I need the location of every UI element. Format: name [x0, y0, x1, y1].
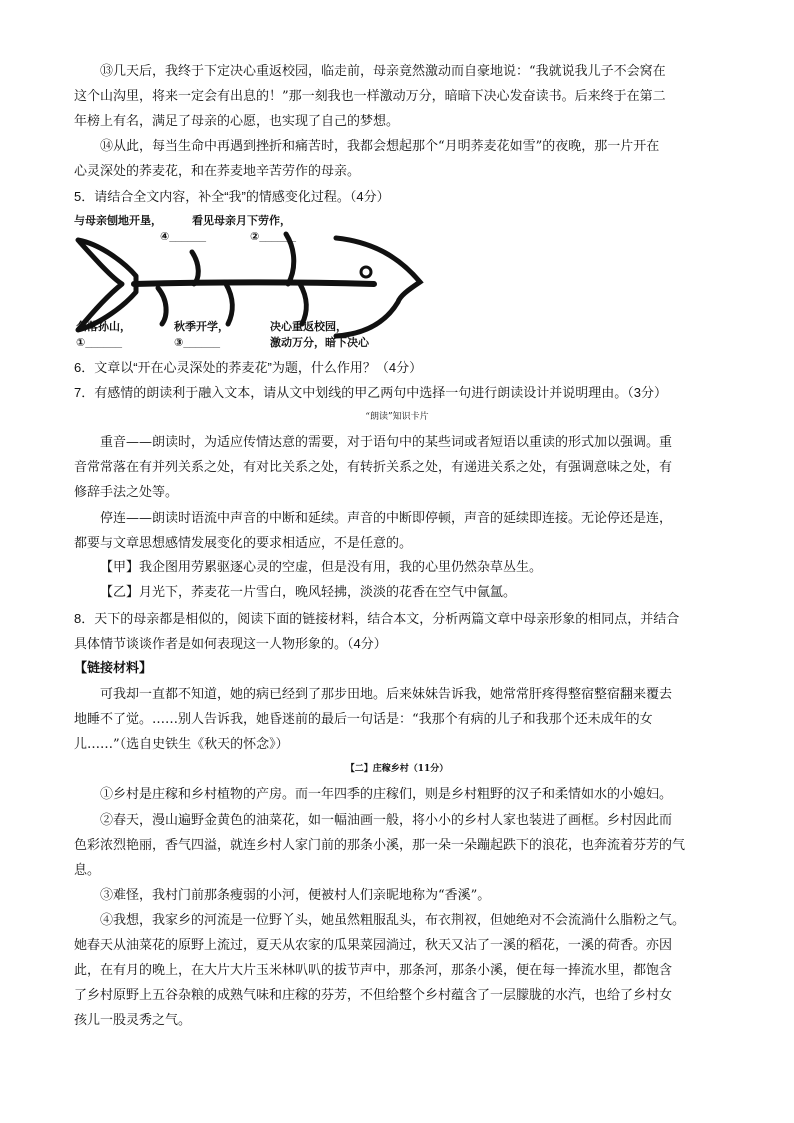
section-2-paragraph-1: ①乡村是庄稼和乡村植物的产房。而一年四季的庄稼们，则是乡村粗野的汉子和柔情如水的小媳妇。	[100, 787, 673, 802]
link-material-line-2: 地睡不了觉。……别人告诉我，她昏迷前的最后一句话是：“我那个有病的儿子和我那个还未成年的女	[74, 712, 653, 727]
fish-bone-top-1	[192, 252, 198, 284]
section-2-title: 【二】庄稼乡村（11分）	[345, 764, 449, 774]
card-stress-line-2: 音常常落在有并列关系之处，有对比关系之处，有转折关系之处，有递进关系之处，有强调意味之处，有	[74, 460, 673, 475]
card-stress-line-3: 修辞手法之处等。	[74, 485, 179, 500]
fish-bone-bottom-2	[226, 284, 232, 324]
section-2-paragraph-4-line-2: 她春天从油菜花的原野上流过，夏天从农家的瓜果菜园淌过，秋天又沾了一溪的稻花，一溪的荷香。亦因	[74, 938, 673, 953]
question-7: 7．有感情的朗读利于融入文本，请从文中划线的甲乙两句中选择一句进行朗读设计并说明理由。（3分）	[74, 385, 667, 400]
section-2-paragraph-2-line-2: 色彩浓烈艳丽，香气四溢，就连乡村人家门前的那条小溪，那一朵一朵蹦起跌下的浪花，也奔流着芬芳的气	[74, 838, 686, 853]
section-2-paragraph-4-line-1: ④我想，我家乡的河流是一位野丫头，她虽然粗服乱头，布衣荆衩，但她绝对不会流淌什么脂粉之气。	[100, 913, 686, 928]
paragraph-13-line-2: 这个山沟里，将来一定会有出息的！”那一刻我也一样激动万分，暗暗下决心发奋读书。后来终于在第二	[74, 89, 666, 104]
fishbone-top-2-label: 看见母亲月下劳作，	[192, 215, 291, 227]
fishbone-blank-4: ②______	[250, 231, 297, 243]
section-2-paragraph-4-line-4: 了乡村原野上五谷杂粮的成熟气味和庄稼的芬芳，不但给整个乡村蕴含了一层朦胧的水汽，也给了乡村女	[74, 988, 673, 1003]
question-6: 6．文章以“开在心灵深处的荞麦花”为题，什么作用？（4分）	[74, 360, 423, 375]
fishbone-blank-3: ③______	[174, 337, 221, 349]
fishbone-bottom-2-label: 秋季开学，	[174, 321, 229, 333]
fish-eye	[361, 267, 371, 277]
fishbone-bottom-1-label: 名落孙山，	[76, 321, 131, 333]
paragraph-14-line-2: 心灵深处的荞麦花，和在荞麦地辛苦劳作的母亲。	[74, 164, 361, 179]
fishbone-blank-2: ④______	[160, 231, 207, 243]
section-2-paragraph-3: ③难怪，我村门前那条瘦弱的小河，便被村人们亲昵地称为“香溪”。	[100, 888, 491, 903]
question-8-line-2: 具体情节谈谈作者是如何表现这一人物形象的。（4分）	[74, 636, 387, 651]
link-material-heading: 【链接材料】	[74, 661, 153, 676]
link-material-line-3: 儿……”（选自史铁生《秋天的怀念》）	[74, 737, 289, 752]
fish-spine	[134, 283, 374, 285]
section-2-paragraph-4-line-5: 孩儿一股灵秀之气。	[74, 1013, 192, 1028]
card-pause-line-1: 停连——朗读时语流中声音的中断和延续。声音的中断即停顿，声音的延续即连接。无论停还是连，	[100, 511, 673, 526]
fishbone-top-1-label: 与母亲刨地开垦，	[74, 215, 162, 227]
fish-head	[336, 238, 420, 336]
section-2-paragraph-2-line-1: ②春天，漫山遍野金黄色的油菜花，如一幅油画一般，将小小的乡村人家也装进了画框。乡村因此而	[100, 813, 673, 828]
section-2-paragraph-2-line-3: 息。	[74, 863, 101, 878]
section-2-paragraph-4-line-3: 此，在有月的晚上，在大片大片玉米林叭叭的拔节声中，那条河，那条小溪，便在每一捧流水里，都饱含	[74, 963, 673, 978]
link-material-line-1: 可我却一直都不知道，她的病已经到了那步田地。后来妹妹告诉我，她常常肝疼得整宿整宿翻来覆去	[100, 687, 673, 702]
fish-bone-bottom-3	[300, 284, 306, 324]
fish-tail	[78, 240, 136, 330]
card-stress-line-1: 重音——朗读时，为适应传情达意的需要，对于语句中的某些词或者短语以重读的形式加以强调。重	[100, 435, 673, 450]
fishbone-blank-1: ①______	[76, 337, 123, 349]
fishbone-diagram	[74, 212, 424, 352]
fishbone-bottom-3-label: 决心重返校园，	[270, 321, 347, 333]
paragraph-13-line-1: ⑬几天后，我终于下定决心重返校园，临走前，母亲竟然激动而自豪地说：“我就说我儿子不会窝在	[100, 64, 666, 79]
paragraph-14-line-1: ⑭从此，每当生命中再遇到挫折和痛苦时，我都会想起那个“月明荞麦花如雪”的夜晚，那一片开在	[100, 139, 660, 154]
knowledge-card-title: “朗读”知识卡片	[365, 412, 429, 422]
paragraph-13-line-3: 年榜上有名，满足了母亲的心愿，也实现了自己的梦想。	[74, 114, 400, 129]
question-5: 5．请结合全文内容，补全“我”的情感变化过程。（4分）	[74, 189, 390, 204]
sentence-yi: 【乙】月光下，荞麦花一片雪白，晚风轻拂，淡淡的花香在空气中氤氲。	[100, 585, 517, 600]
fishbone-bottom-3-label-2: 激动万分，暗下决心	[270, 337, 369, 349]
fish-bone-bottom-1	[158, 288, 166, 324]
sentence-jia: 【甲】我企图用劳累驱逐心灵的空虚，但是没有用，我的心里仍然杂草丛生。	[100, 560, 543, 575]
question-8-line-1: 8．天下的母亲都是相似的，阅读下面的链接材料，结合本文，分析两篇文章中母亲形象的相同点，并结合	[74, 611, 680, 626]
card-pause-line-2: 都要与文章思想感情发展变化的要求相适应，不是任意的。	[74, 536, 413, 551]
